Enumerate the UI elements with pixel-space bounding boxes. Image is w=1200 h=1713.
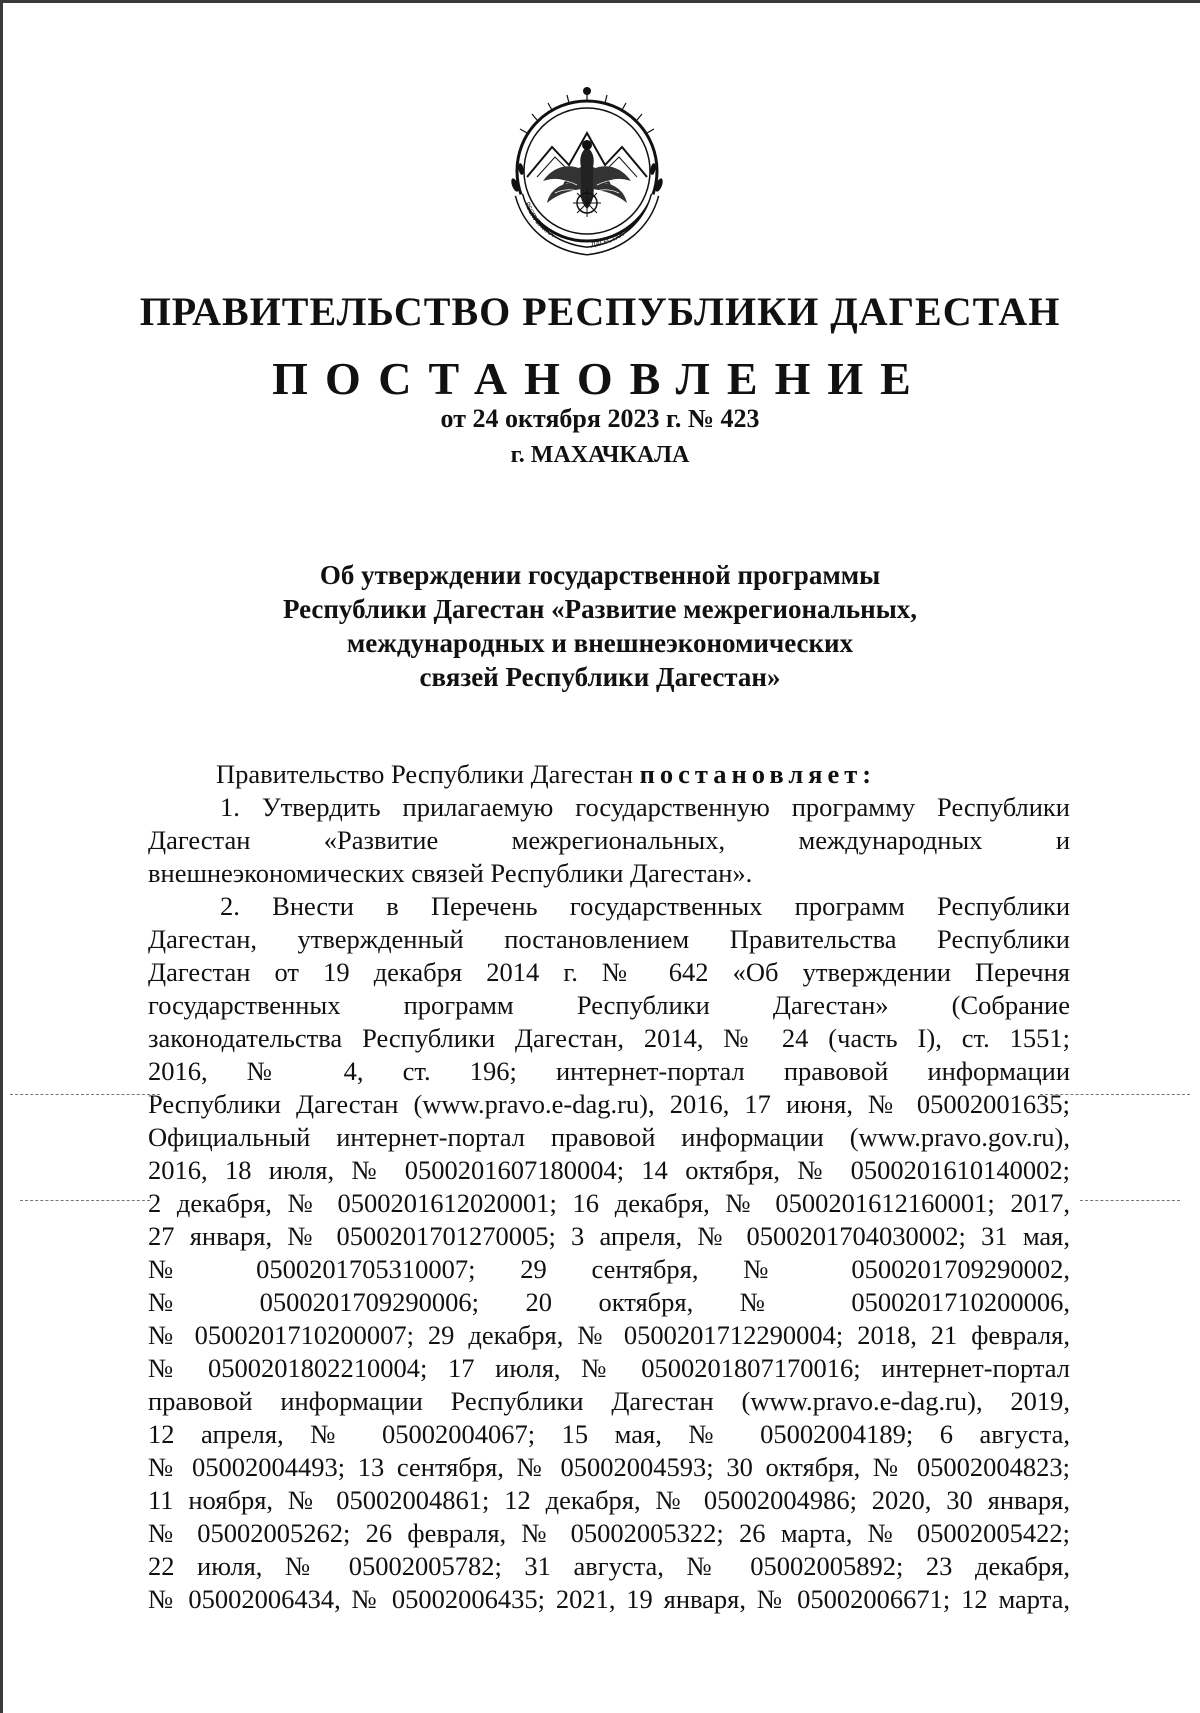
subject-line: связей Республики Дагестан» [419,662,781,692]
ribbon-left-text: РЕСПУБЛИКА [523,200,556,239]
body-line: 2016, № 4, ст. 196; интернет-портал правовой информации [148,1056,1070,1086]
document-subject [0,558,1200,694]
body-line: Дагестан «Развитие межрегиональных, международных и [148,825,1070,855]
document-type: ПОСТАНОВЛЕНИЕ [272,353,928,404]
government-title: ПРАВИТЕЛЬСТВО РЕСПУБЛИКИ ДАГЕСТАН [139,289,1061,334]
body-line: государственных программ Республики Дагестан» (Собрание [148,990,1070,1020]
scan-top-edge [0,0,1200,3]
body-line: Официальный интернет-портал правовой информации (www.pravo.gov.ru), [148,1122,1070,1152]
scan-artifact [10,1094,160,1095]
dagestan-coat-of-arms-icon [497,85,677,260]
body-line: Дагестан от 19 декабря 2014 г. № 642 «Об утверждении Перечня [148,957,1070,987]
subject-line: Республики Дагестан «Развитие межрегиональных, [282,594,918,624]
body-line: внешнеэкономических связей Республики Дагестан». [148,858,753,888]
scan-artifact [20,1200,150,1201]
body-line: 2. Внести в Перечень государственных программ Республики [220,891,1070,921]
body-line: правовой информации Республики Дагестан (www.pravo.e-dag.ru), 2019, [148,1386,1070,1416]
body-line: № 0500201802210004; 17 июля, № 0500201807170016; интернет-портал [148,1353,1070,1383]
subject-line: Об утверждении государственной программы [319,560,881,590]
body-line: Дагестан, утвержденный постановлением Правительства Республики [148,924,1070,954]
body-line: 22 июля, № 05002005782; 31 августа, № 05002005892; 23 декабря, [148,1551,1070,1581]
preamble-text: Правительство Республики Дагестан [216,759,640,789]
body-line: 2 декабря, № 0500201612020001; 16 декабря, № 0500201612160001; 2017, [148,1188,1070,1218]
scan-left-edge [0,0,3,1713]
body-line: 2016, 18 июля, № 0500201607180004; 14 октября, № 0500201610140002; [148,1155,1070,1185]
preamble-line [148,758,1070,791]
scan-artifact [1040,1094,1190,1095]
preamble-resolves: постановляет: [639,759,877,789]
body-line: № 05002004493; 13 сентября, № 05002004593; 30 октября, № 05002004823; [148,1452,1070,1482]
body-line: № 0500201709290006; 20 октября, № 0500201710200006, [148,1287,1070,1317]
body-line: № 05002006434, № 05002006435; 2021, 19 января, № 05002006671; 12 марта, [148,1584,1070,1614]
body-line: Республики Дагестан (www.pravo.e-dag.ru), 2016, 17 июня, № 05002001635; [148,1089,1070,1119]
body-line: № 0500201705310007; 29 сентября, № 0500201709290002, [148,1254,1070,1284]
scan-artifact [1080,1200,1180,1201]
subject-line: международных и внешнеэкономических [346,628,854,658]
body-line: № 05002005262; 26 февраля, № 05002005322; 26 марта, № 05002005422; [148,1518,1070,1548]
document-body [148,758,1070,1616]
ribbon-right-text: ДАГЕСТАН [590,230,626,249]
body-line: 1. Утвердить прилагаемую государственную программу Республики [220,792,1070,822]
body-line: № 0500201710200007; 29 декабря, № 0500201712290004; 2018, 21 февраля, [148,1320,1070,1350]
document-city: г. МАХАЧКАЛА [510,442,690,468]
body-line: 12 апреля, № 05002004067; 15 мая, № 05002004189; 6 августа, [148,1419,1070,1449]
body-line: 27 января, № 0500201701270005; 3 апреля, № 0500201704030002; 31 мая, [148,1221,1070,1251]
body-line: 11 ноября, № 05002004861; 12 декабря, № 05002004986; 2020, 30 января, [148,1485,1070,1515]
body-line: законодательства Республики Дагестан, 2014, № 24 (часть I), ст. 1551; [148,1023,1070,1053]
document-date-number: от 24 октября 2023 г. № 423 [440,404,760,433]
